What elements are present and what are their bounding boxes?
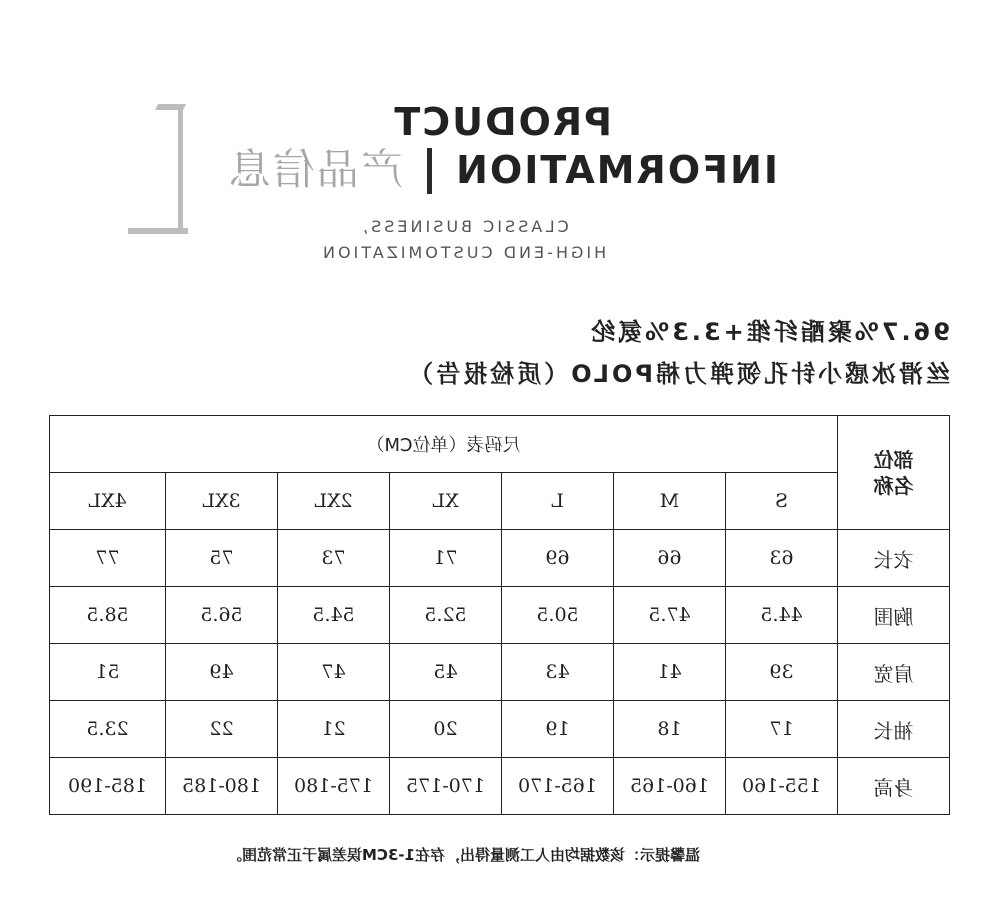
table-cell: 21 <box>278 701 390 758</box>
table-cell: 165-170 <box>502 758 614 815</box>
table-cell: 45 <box>390 644 502 701</box>
table-cell: 69 <box>502 530 614 587</box>
row-name-shoulder: 肩宽 <box>838 644 950 701</box>
table-cell: 47 <box>278 644 390 701</box>
header-title-en-line1: PRODUCT <box>392 100 612 144</box>
table-cell: 75 <box>166 530 278 587</box>
table-cell: 17 <box>726 701 838 758</box>
size-header-l: L <box>502 473 614 530</box>
row-name-height: 身高 <box>838 758 950 815</box>
row-name-sleeve: 袖长 <box>838 701 950 758</box>
table-cell: 22 <box>166 701 278 758</box>
size-table <box>50 415 950 822</box>
table-cell: 52.5 <box>390 587 502 644</box>
table-row <box>49 530 949 587</box>
table-cell: 175-180 <box>278 758 390 815</box>
table-cell: 71 <box>390 530 502 587</box>
size-header-2xl: 2XL <box>278 473 390 530</box>
footnote: 温馨提示：该数据均由人工测量得出，存在1-3CM误差属于正常范围。 <box>226 846 700 864</box>
table-cell: 73 <box>278 530 390 587</box>
table-cell: 77 <box>49 530 165 587</box>
row-name-length: 衣长 <box>838 530 950 587</box>
table-cell: 50.5 <box>502 587 614 644</box>
table-cell: 49 <box>166 644 278 701</box>
table-row <box>49 587 949 644</box>
product-material: 96.7%聚酯纤维+3.3%氨纶 <box>588 318 950 346</box>
table-cell: 39 <box>726 644 838 701</box>
table-row <box>49 701 949 758</box>
table-cell: 18 <box>614 701 726 758</box>
table-cell: 66 <box>614 530 726 587</box>
table-row <box>49 644 949 701</box>
table-cell: 155-160 <box>726 758 838 815</box>
table-cell: 58.5 <box>49 587 165 644</box>
header-subtitle-line2: HIGH-END CUSTOMIZATION <box>320 243 607 262</box>
table-cell: 47.5 <box>614 587 726 644</box>
size-header-s: S <box>726 473 838 530</box>
table-cell: 23.5 <box>49 701 165 758</box>
table-cell: 185-190 <box>49 758 165 815</box>
table-cell: 20 <box>390 701 502 758</box>
table-cell: 19 <box>502 701 614 758</box>
size-header-4xl: 4XL <box>49 473 165 530</box>
table-corner-label <box>838 416 950 530</box>
table-cell: 44.5 <box>726 587 838 644</box>
row-name-chest: 胸围 <box>838 587 950 644</box>
size-header-row <box>49 473 949 530</box>
table-cell: 43 <box>502 644 614 701</box>
table-cell: 41 <box>614 644 726 701</box>
table-cell: 180-185 <box>166 758 278 815</box>
header-divider <box>427 148 432 194</box>
corner-label-line1: 部位 <box>873 447 914 472</box>
table-row <box>49 758 949 815</box>
header-subtitle-line1: CLASSIC BUSINESS, <box>360 217 569 236</box>
table-cell: 51 <box>49 644 165 701</box>
header-title-cn: 产品信息 <box>226 145 403 194</box>
table-cell: 170-175 <box>390 758 502 815</box>
size-header-3xl: 3XL <box>166 473 278 530</box>
table-cell: 56.5 <box>166 587 278 644</box>
table-cell: 63 <box>726 530 838 587</box>
header-title-en-line2: INFORMATION <box>454 148 778 192</box>
product-name: 丝滑冰感小针孔领弹力棉POLO（质检报告） <box>406 360 950 388</box>
table-cell: 54.5 <box>278 587 390 644</box>
table-title: 尺码表（单位CM） <box>49 416 837 473</box>
bracket-decoration-bottom <box>128 228 188 234</box>
size-header-xl: XL <box>390 473 502 530</box>
corner-label-line2: 名称 <box>873 473 914 498</box>
size-header-m: M <box>614 473 726 530</box>
bracket-decoration <box>178 109 183 230</box>
table-cell: 160-165 <box>614 758 726 815</box>
